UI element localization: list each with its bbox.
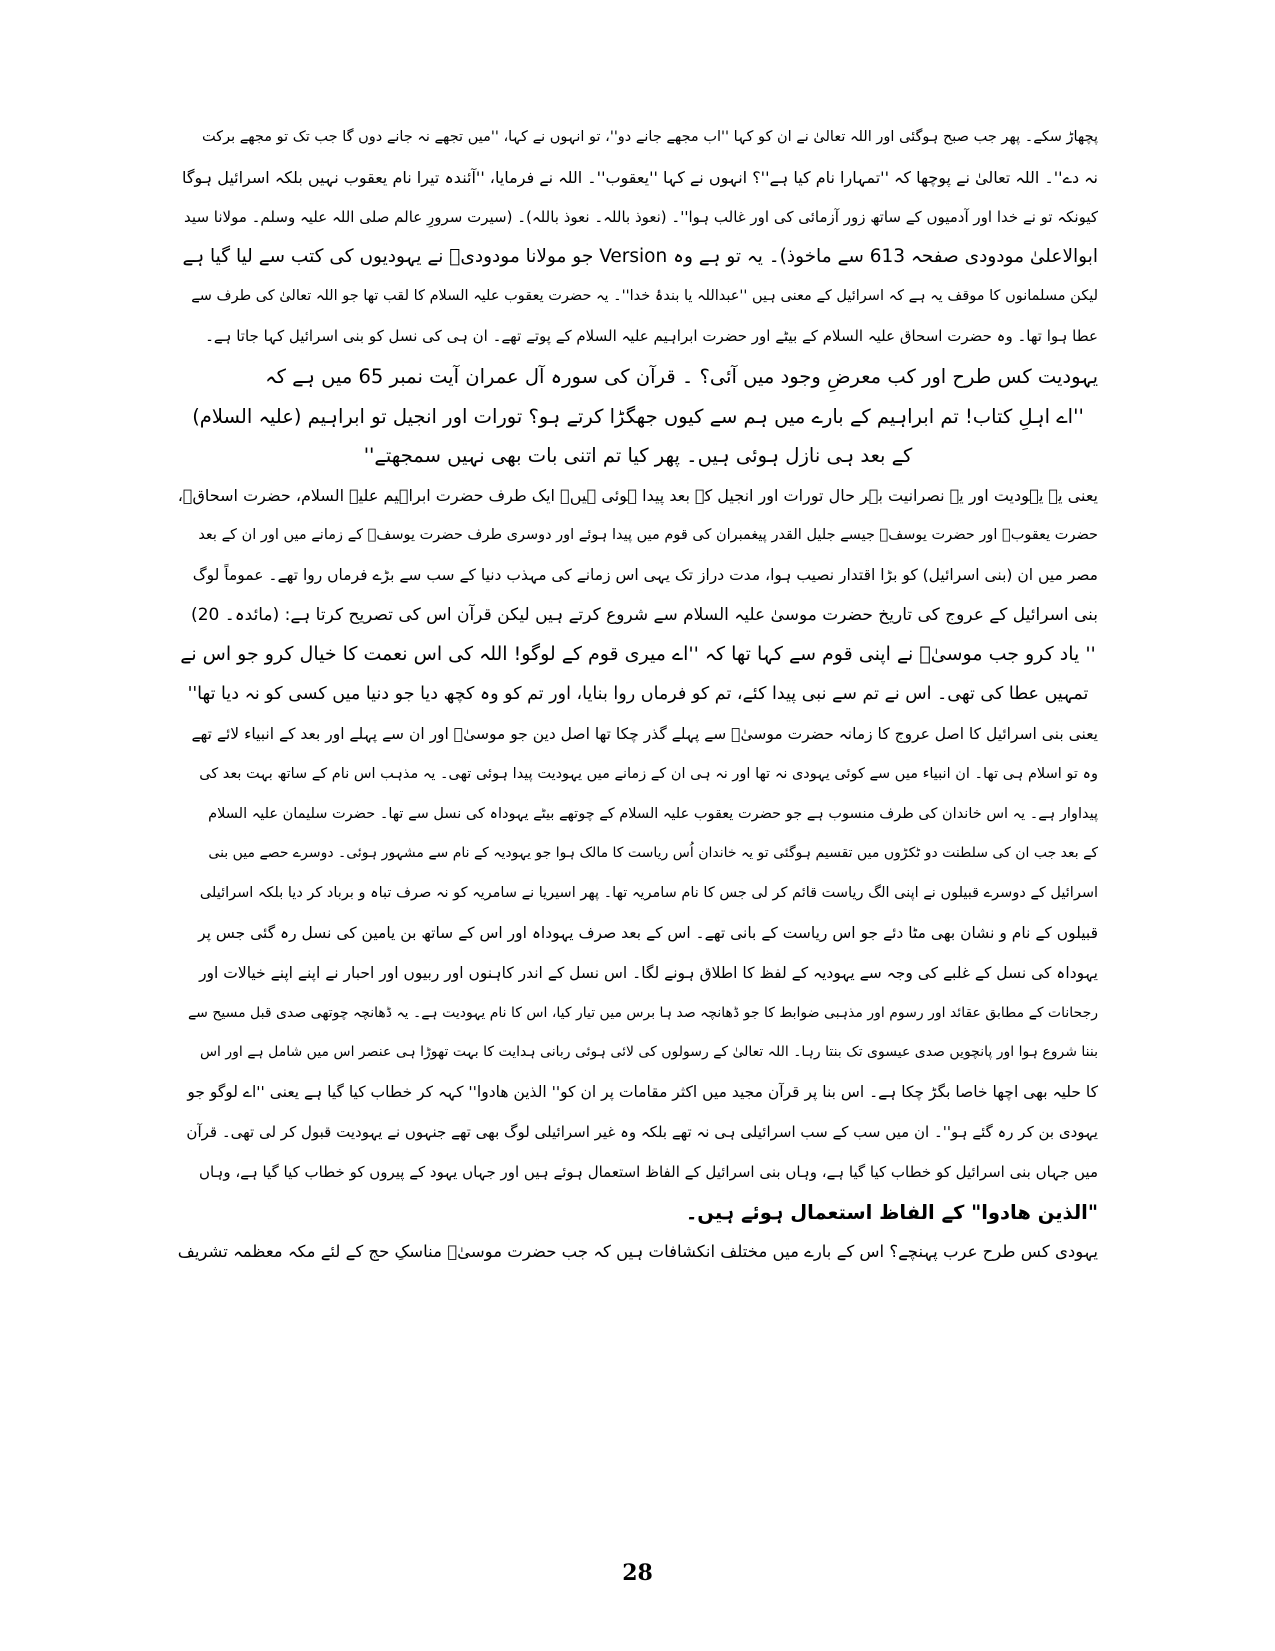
body-text [178,118,1098,1272]
text-line: اسرائیل کے دوسرے قبیلوں نے اپنی الگ ریاست قائم کر لی جس کا نام سامریہ تھا۔ پھر اسیریا نے سامریہ کو نہ صرف تباہ و برباد کر دیا بلکہ اسرائیلی [199,885,1098,902]
page-number: 28 [622,1560,653,1586]
text-line: وہ تو اسلام ہی تھا۔ ان انبیاء میں سے کوئی یہودی نہ تھا اور نہ ہی ان کے زمانے میں یہودیت پیدا ہوئی تھی۔ یہ مذہب اس نام کے ساتھ بہت بعد کی [199,765,1098,782]
text-line: کے بعد جب ان کی سلطنت دو ٹکڑوں میں تقسیم ہوگئی تو یہ خاندان اُس ریاست کا مالک ہوا جو یہودیہ کے نام سے مشہور ہوئی۔ دوسرے حصے میں بنی [208,845,1098,862]
text-line: کیونکہ تو نے خدا اور آدمیوں کے ساتھ زور آزمائی کی اور غالب ہوا''۔ (نعوذ باللہ۔ نعوذ باللہ)۔ (سیرت سرورِ عالم صلی اللہ علیہ وسلم۔ مولانا سید [184,207,1098,226]
text-line: یہودی بن کر رہ گئے ہو''۔ ان میں سب کے سب اسرائیلی ہی نہ تھے بلکہ وہ غیر اسرائیلی لوگ بھی تھے جنہوں نے یہودیت قبول کر لی تھی۔ قرآن [186,1122,1098,1141]
text-line: بنی اسرائیل کے عروج کی تاریخ حضرت موسیٰ علیہ السلام سے شروع کرتے ہیں لیکن قرآن اس کی تصریح کرتا ہے: (مائدہ۔ 20) [191,604,1098,625]
quote-line: تمہیں عطا کی تھی۔ اس نے تم سے نبی پیدا کئے، تم کو فرماں روا بنایا، اور تم کو وہ کچھ دیا جو دنیا میں کسی کو نہ دیا تھا'' [187,684,1089,705]
text-line: میں جہاں بنی اسرائیل کو خطاب کیا گیا ہے، وہاں بنی اسرائیل کے الفاظ استعمال ہوئے ہیں اور جہاں یہود کے پیروں کو خطاب کیا گیا ہے، وہاں [198,1162,1098,1181]
quote-line: ''اے اہلِ کتاب! تم ابراہیم کے بارے میں ہم سے کیوں جھگڑا کرتے ہو؟ تورات اور انجیل تو ابراہیم (علیہ السلام) [192,404,1084,428]
text-line: مصر میں ان (بنی اسرائیل) کو بڑا اقتدار نصیب ہوا، مدت دراز تک یہی اس زمانے کی مہذب دنیا کے سب سے بڑے فرماں روا تھے۔ عموماً لوگ [192,565,1098,584]
text-line: عطا ہوا تھا۔ وہ حضرت اسحاق علیہ السلام کے بیٹے اور حضرت ابراہیم علیہ السلام کے پوتے تھے۔ ان ہی کی نسل کو بنی اسرائیل کہا جاتا ہے۔ [205,326,1098,345]
text-line: کا حلیہ بھی اچھا خاصا بگڑ چکا ہے۔ اس بنا پر قرآن مجید میں اکثر مقامات پر ان کو'' الذین ھادوا'' کہہ کر خطاب کیا گیا ہے یعنی ''اے لوگو جو [187,1083,1098,1102]
text-line: بننا شروع ہوا اور پانچویں صدی عیسوی تک بنتا رہا۔ اللہ تعالیٰ کے رسولوں کی لائی ہوئی ربانی ہدایت کا بہت تھوڑا ہی عنصر اس میں شامل ہے اور اس [199,1044,1098,1061]
text-line: "الذین ھادوا" کے الفاظ استعمال ہوئے ہیں۔ [685,1200,1098,1224]
text-line: ابوالاعلیٰ مودودی صفحہ 613 سے ماخوذ)۔ یہ تو ہے وہ Version جو مولانا مودودیؒ نے یہودیوں کی کتب سے لیا گیا ہے [182,246,1098,268]
text-line: پچھاڑ سکے۔ پھر جب صبح ہوگئی اور اللہ تعالیٰ نے ان کو کہا ''اب مجھے جانے دو''، تو انہوں نے کہا، ''میں تجھے نہ جانے دوں گا جب تک تو مجھے برکت [201,129,1098,145]
text-line: حضرت یعقوبؑ اور حضرت یوسفؑ جیسے جلیل القدر پیغمبران کی قوم میں پیدا ہوئے اور دوسری طرف حضرت یوسفؑ کے زمانے میں اور ان کے بعد [198,526,1098,543]
text-line: رجحانات کے مطابق عقائد اور رسوم اور مذہبی ضوابط کا جو ڈھانچہ صد ہا برس میں تیار کیا، اس کا نام یہودیت ہے۔ یہ ڈھانچہ چوتھی صدی قبل مسیح سے [187,1004,1098,1021]
quote-line: کے بعد ہی نازل ہوئی ہیں۔ پھر کیا تم اتنی بات بھی نہیں سمجھتے'' [363,444,913,468]
text-line: یعنی بنی اسرائیل کا اصل عروج کا زمانہ حضرت موسیٰؑ سے پہلے گذر چکا تھا اصل دین جو موسیٰؑ اور ان سے پہلے اور بعد کے انبیاء لائے تھے [191,724,1098,743]
text-line: یہودیت کس طرح اور کب معرضِ وجود میں آئی؟ ۔ قرآن کی سورہ آل عمران آیت نمبر 65 میں ہے کہ [265,364,1098,388]
quote-line: '' یاد کرو جب موسیٰؑ نے اپنی قوم سے کہا تھا کہ ''اے میری قوم کے لوگو! اللہ کی اس نعمت کا خیال کرو جو اس نے [180,643,1096,666]
text-line: لیکن مسلمانوں کا موقف یہ ہے کہ اسرائیل کے معنی ہیں ''عبداللہ یا بندۂ خدا''۔ یہ حضرت یعقوب علیہ السلام کا لقب تھا جو اللہ تعالیٰ کی طرف سے [191,288,1098,305]
text-line: پیداوار ہے۔ یہ اس خاندان کی طرف منسوب ہے جو حضرت یعقوب علیہ السلام کے چوتھے بیٹے یہوداہ کی نسل سے تھا۔ حضرت سلیمان علیہ السلام [208,805,1098,822]
text-line: نہ دے''۔ اللہ تعالیٰ نے پوچھا کہ ''تمہارا نام کیا ہے''؟ انہوں نے کہا ''یعقوب''۔ اللہ نے فرمایا، ''آئندہ تیرا نام یعقوب نہیں بلکہ اسرائیل ہوگا [181,167,1098,187]
text-line: یہوداہ کی نسل کے غلبے کی وجہ سے یہودیہ کے لفظ کا اطلاق ہونے لگا۔ اس نسل کے اندر کاہنوں اور ربیوں اور احبار نے اپنے اپنے خیالات اور [199,963,1098,982]
text-line: قبیلوں کے نام و نشان بھی مٹا دئے جو اس ریاست کے بانی تھے۔ اس کے بعد صرف یہوداہ اور اس کے ساتھ بن یامین کی نسل رہ گئی جس پر [198,923,1098,942]
text-line: یعنی یہ یہودیت اور یہ نصرانیت بہر حال تورات اور انجیل کے بعد پیدا ہوئی ہیں۔ ایک طرف حضرت ابراہیم علیہ السلام، حضرت اسحاقؑ، [178,486,1098,506]
text-line: یہودی کس طرح عرب پہنچے؟ اس کے بارے میں مختلف انکشافات ہیں کہ جب حضرت موسیٰؑ مناسکِ حج کے لئے مکہ معظمہ تشریف [178,1242,1098,1262]
